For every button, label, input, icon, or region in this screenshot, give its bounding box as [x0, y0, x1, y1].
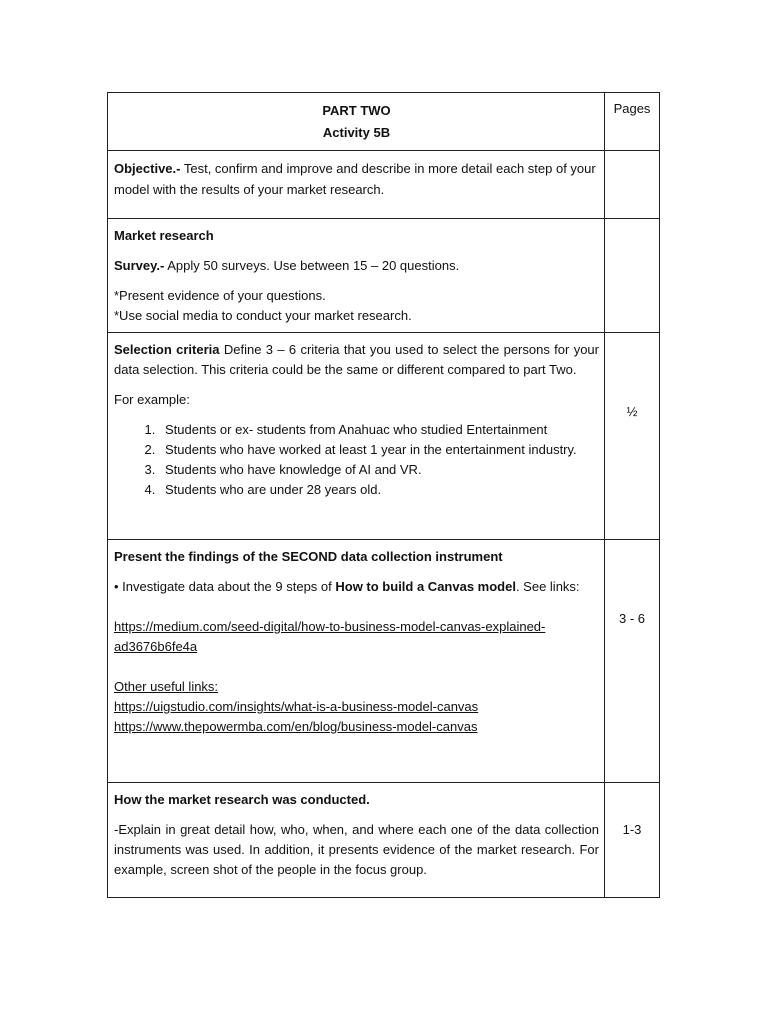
canvas-model-text: How to build a Canvas model [335, 579, 516, 594]
market-research-cell [108, 219, 605, 333]
criteria-list [114, 420, 599, 500]
market-research-row [108, 219, 660, 333]
uigstudio-link[interactable]: https://uigstudio.com/insights/what-is-a-business-model-canvas [114, 699, 479, 714]
selection-pages: ½ [626, 404, 638, 419]
thepowermba-link[interactable]: https://www.thepowermba.com/en/blog/business-model-canvas [114, 719, 478, 734]
objective-text: Test, confirm and improve and describe in more detail each step of your model with the results of your market research. [114, 161, 596, 197]
list-item: 1. Students or ex- students from Anahuac who studied Entertainment [159, 420, 599, 440]
part-title: PART TWO [322, 103, 391, 118]
findings-cell [108, 540, 605, 783]
header-title-cell [108, 93, 605, 151]
selection-criteria-cell [108, 333, 605, 540]
market-research-title: Market research [114, 228, 214, 243]
selection-criteria-label: Selection criteria [114, 342, 220, 357]
findings-pages-cell [605, 540, 660, 783]
objective-row [108, 151, 660, 219]
other-links-label: Other useful links: [114, 679, 219, 694]
findings-row [108, 540, 660, 783]
conducted-pages-cell [605, 783, 660, 898]
conducted-cell [108, 783, 605, 898]
evidence-note: *Present evidence of your questions. [114, 288, 326, 303]
pages-header-cell [605, 93, 660, 151]
survey-text: Apply 50 surveys. Use between 15 – 20 questions. [164, 258, 460, 273]
conducted-row [108, 783, 660, 898]
objective-cell [108, 151, 605, 219]
activity-table [107, 92, 660, 898]
example-intro: For example: [114, 392, 190, 407]
activity-title: Activity 5B [322, 125, 391, 140]
list-item: 4. Students who are under 28 years old. [159, 480, 599, 500]
market-research-pages-cell [605, 219, 660, 333]
selection-pages-cell [605, 333, 660, 540]
findings-pages: 3 - 6 [618, 611, 645, 626]
list-item: 3. Students who have knowledge of AI and VR. [159, 460, 599, 480]
list-item: 2. Students who have worked at least 1 year in the entertainment industry. [159, 440, 599, 460]
conducted-title: How the market research was conducted. [114, 792, 370, 807]
findings-bullet-prefix: • Investigate data about the 9 steps of [114, 579, 336, 594]
findings-bullet-suffix: . See links: [515, 579, 580, 594]
medium-link[interactable]: https://medium.com/seed-digital/how-to-business-model-canvas-explained-ad3676b6fe4a [114, 619, 546, 654]
objective-label: Objective.- [114, 161, 181, 176]
conducted-text: -Explain in great detail how, who, when, and where each one of the data collection instruments was used. In addition, it presents evidence of the market research. For example, screen shot of the people in the focus group. [114, 822, 599, 877]
pages-header: Pages [613, 101, 651, 116]
header-row [108, 93, 660, 151]
conducted-pages: 1-3 [622, 822, 642, 837]
selection-criteria-row [108, 333, 660, 540]
selection-criteria-text: Define 3 – 6 criteria that you used to select the persons for your data selection. This criteria could be the same or different compared to part Two. [114, 342, 599, 377]
findings-title: Present the findings of the SECOND data collection instrument [114, 549, 503, 564]
social-media-note: *Use social media to conduct your market research. [114, 308, 412, 323]
survey-label: Survey.- [114, 258, 165, 273]
objective-pages-cell [605, 151, 660, 219]
